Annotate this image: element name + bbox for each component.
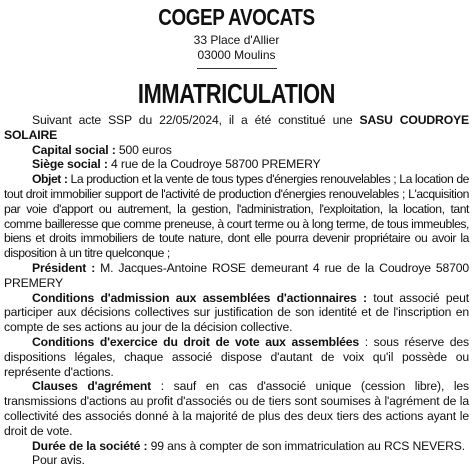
duree-value: 99 ans à compter de son immatriculation au RCS NEVERS. — [147, 438, 465, 453]
paragraph-duree — [4, 439, 469, 454]
capital-value: 500 euros — [115, 142, 172, 157]
agrement-label: Clauses d'agrément — [32, 379, 152, 394]
firm-address-city: 03000 Moulins — [197, 48, 276, 62]
firm-address-street: 33 Place d'Allier — [193, 33, 280, 47]
vote-label: Conditions d'exercice du droit de vote aux assemblées — [32, 334, 360, 349]
header-divider — [197, 68, 277, 69]
paragraph-objet — [4, 172, 469, 261]
paragraph-president — [4, 261, 469, 291]
notice-body — [4, 113, 469, 468]
notice-title: IMMATRICULATION — [137, 78, 336, 109]
notice-header — [4, 4, 469, 109]
vote-value: : sous réserve des dispositions légales, chaque associé dispose d'autant de voix qu'il possède ou représente d'actions. — [4, 334, 469, 379]
objet-value: La production et la vente de tous types d'énergies renouvelables ; La location de tout droit immobilier support de l'activité de production d'énergies renouvelables ; L'acquisition par voie d'apport ou autrement, la gestion, l'administration, l'exploitation, la location, tant comme bailleresse que comme preneuse, à court terme ou à long terme, de tous immeubles, biens et droits immobiliers de toute nature, dont elle pourra devenir propriétaire ou avoir la disposition à un titre quelconque ; — [4, 172, 469, 261]
company-name: SASU COUDROYE SOLAIRE — [4, 113, 469, 142]
president-value: M. Jacques-Antoine ROSE demeurant 4 rue de la Coudroye 58700 PREMERY — [4, 260, 469, 290]
agrement-value: : sauf en cas d'associé unique (cession libre), les transmissions d'actions au profit d'associés ou de tiers sont soumises à l'agrément de la collectivité des associés donné à la majorité de plus des deux tiers des actions ayant le droit de vote. — [4, 379, 469, 438]
firm-name: COGEP AVOCATS — [158, 4, 315, 30]
paragraph-siege — [4, 157, 469, 172]
paragraph-closing: Pour avis. — [32, 453, 85, 468]
intro-text: Suivant acte SSP du 22/05/2024, il a été constitué une — [32, 113, 360, 127]
siege-label: Siège social : — [32, 157, 108, 172]
objet-label: Objet : — [32, 172, 68, 187]
paragraph-admission — [4, 291, 469, 335]
duree-label: Durée de la société : — [32, 438, 148, 453]
paragraph-capital — [4, 143, 469, 158]
capital-label: Capital social : — [32, 142, 116, 157]
president-label: Président : — [32, 260, 96, 275]
admission-label: Conditions d'admission aux assemblées d'actionnaires : — [32, 290, 367, 305]
paragraph-vote — [4, 335, 469, 379]
paragraph-agrement — [4, 379, 469, 438]
admission-value: tout associé peut participer aux décisions collectives sur justification de son identité et de l'inscription en compte de ses actions au jour de la décision collective. — [4, 290, 469, 335]
siege-value: 4 rue de la Coudroye 58700 PREMERY — [107, 157, 321, 172]
paragraph-intro — [4, 113, 469, 143]
